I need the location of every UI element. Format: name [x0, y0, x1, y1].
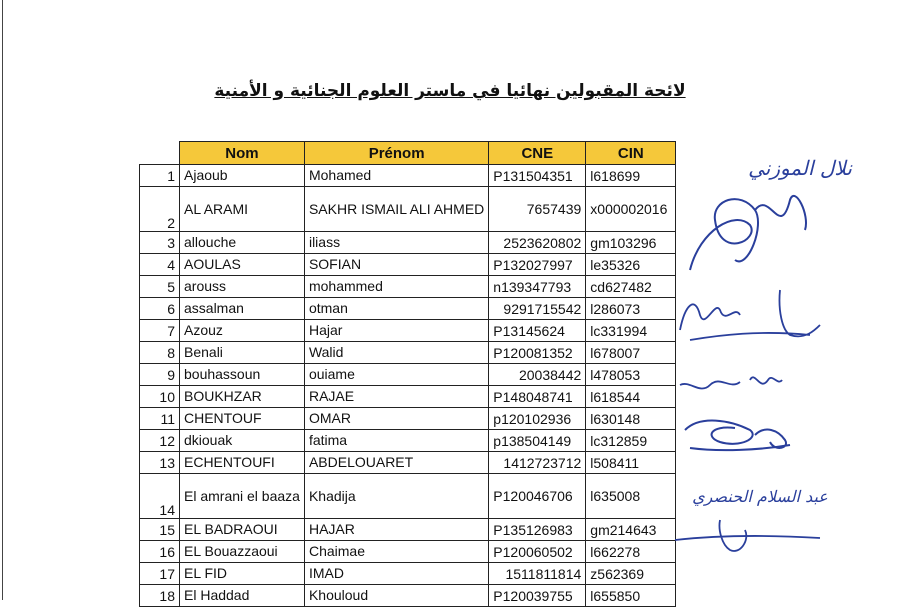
cell-nom: CHENTOUF: [180, 408, 305, 430]
cell-cin: l618544: [586, 386, 676, 408]
cell-cne: P120046706: [489, 474, 586, 519]
row-number: 10: [140, 386, 180, 408]
row-number: 2: [140, 187, 180, 232]
cell-nom: EL Bouazzaoui: [180, 541, 305, 563]
cell-cne: P131504351: [489, 165, 586, 187]
cell-cin: l630148: [586, 408, 676, 430]
cell-nom: EL BADRAOUI: [180, 519, 305, 541]
cell-nom: El amrani el baaza: [180, 474, 305, 519]
header-cne: CNE: [489, 142, 586, 165]
cell-nom: dkiouak: [180, 430, 305, 452]
row-number: 12: [140, 430, 180, 452]
cell-prenom: ouiame: [304, 364, 488, 386]
signature-scribble-5: [675, 520, 820, 551]
cell-cin: l662278: [586, 541, 676, 563]
admitted-students-table: [139, 141, 676, 607]
cell-cin: l635008: [586, 474, 676, 519]
cell-cne: P120039755: [489, 585, 586, 607]
cell-cne: 7657439: [489, 187, 586, 232]
signature-name-2: عبد السلام الحنصري: [692, 487, 828, 506]
header-index: [140, 142, 180, 165]
cell-cne: 2523620802: [489, 232, 586, 254]
cell-cin: l508411: [586, 452, 676, 474]
cell-cin: l655850: [586, 585, 676, 607]
cell-nom: El Haddad: [180, 585, 305, 607]
row-number: 14: [140, 474, 180, 519]
row-number: 8: [140, 342, 180, 364]
row-number: 4: [140, 254, 180, 276]
signature-scribble-3: [680, 377, 782, 388]
table-row: [140, 276, 676, 298]
cell-cin: l618699: [586, 165, 676, 187]
cell-prenom: mohammed: [304, 276, 488, 298]
row-number: 11: [140, 408, 180, 430]
row-number: 7: [140, 320, 180, 342]
table-row: [140, 563, 676, 585]
cell-cne: P148048741: [489, 386, 586, 408]
row-number: 17: [140, 563, 180, 585]
cell-prenom: SAKHR ISMAIL ALI AHMED: [304, 187, 488, 232]
cell-nom: AL ARAMI: [180, 187, 305, 232]
cell-cne: P120060502: [489, 541, 586, 563]
row-number: 6: [140, 298, 180, 320]
cell-prenom: Chaimae: [304, 541, 488, 563]
signature-scribble-4: [685, 421, 790, 451]
signatures-svg: [660, 130, 900, 600]
cell-prenom: Hajar: [304, 320, 488, 342]
table-header-row: [140, 142, 676, 165]
cell-cne: p138504149: [489, 430, 586, 452]
header-nom: Nom: [180, 142, 305, 165]
cell-prenom: Khouloud: [304, 585, 488, 607]
signature-name-1: نلال الموزني: [748, 156, 852, 180]
table-row: [140, 232, 676, 254]
table-row: [140, 165, 676, 187]
cell-cne: P120081352: [489, 342, 586, 364]
cell-cin: l286073: [586, 298, 676, 320]
cell-cne: 1511811814: [489, 563, 586, 585]
cell-cne: n139347793: [489, 276, 586, 298]
cell-nom: Benali: [180, 342, 305, 364]
signature-scribble-1: [690, 196, 806, 270]
cell-nom: assalman: [180, 298, 305, 320]
table-row: [140, 452, 676, 474]
row-number: 3: [140, 232, 180, 254]
table-row: [140, 298, 676, 320]
cell-cin: le35326: [586, 254, 676, 276]
cell-prenom: Walid: [304, 342, 488, 364]
table-row: [140, 541, 676, 563]
table-row: [140, 254, 676, 276]
cell-prenom: Mohamed: [304, 165, 488, 187]
table-row: [140, 386, 676, 408]
cell-cne: 1412723712: [489, 452, 586, 474]
header-prenom: Prénom: [304, 142, 488, 165]
cell-nom: AOULAS: [180, 254, 305, 276]
cell-cne: P135126983: [489, 519, 586, 541]
signatures-area: [660, 130, 900, 600]
table-row: [140, 585, 676, 607]
cell-nom: Ajaoub: [180, 165, 305, 187]
row-number: 15: [140, 519, 180, 541]
cell-cne: P132027997: [489, 254, 586, 276]
cell-prenom: SOFIAN: [304, 254, 488, 276]
cell-prenom: HAJAR: [304, 519, 488, 541]
cell-cin: lc312859: [586, 430, 676, 452]
cell-cin: l478053: [586, 364, 676, 386]
cell-cin: lc331994: [586, 320, 676, 342]
document-title: لائحة المقبولين نهائيا في ماستر العلوم الجنائية و الأمنية: [214, 81, 686, 101]
cell-cin: gm103296: [586, 232, 676, 254]
cell-cin: x000002016: [586, 187, 676, 232]
cell-cin: z562369: [586, 563, 676, 585]
cell-prenom: IMAD: [304, 563, 488, 585]
cell-prenom: otman: [304, 298, 488, 320]
table-row: [140, 519, 676, 541]
cell-cne: P13145624: [489, 320, 586, 342]
page-edge-line: [2, 0, 3, 600]
row-number: 13: [140, 452, 180, 474]
table-row: [140, 364, 676, 386]
row-number: 18: [140, 585, 180, 607]
cell-nom: ECHENTOUFI: [180, 452, 305, 474]
row-number: 9: [140, 364, 180, 386]
table-row: [140, 474, 676, 519]
cell-cne: p120102936: [489, 408, 586, 430]
cell-cin: gm214643: [586, 519, 676, 541]
table-row: [140, 342, 676, 364]
row-number: 1: [140, 165, 180, 187]
signature-scribble-2: [680, 290, 820, 340]
cell-cin: cd627482: [586, 276, 676, 298]
table-row: [140, 320, 676, 342]
row-number: 5: [140, 276, 180, 298]
row-number: 16: [140, 541, 180, 563]
cell-cne: 20038442: [489, 364, 586, 386]
cell-nom: arouss: [180, 276, 305, 298]
cell-nom: bouhassoun: [180, 364, 305, 386]
cell-nom: EL FID: [180, 563, 305, 585]
cell-prenom: iliass: [304, 232, 488, 254]
cell-cin: l678007: [586, 342, 676, 364]
table-row: [140, 408, 676, 430]
cell-cne: 9291715542: [489, 298, 586, 320]
table-row: [140, 187, 676, 232]
cell-prenom: OMAR: [304, 408, 488, 430]
cell-prenom: RAJAE: [304, 386, 488, 408]
cell-nom: Azouz: [180, 320, 305, 342]
cell-prenom: ABDELOUARET: [304, 452, 488, 474]
header-cin: CIN: [586, 142, 676, 165]
cell-prenom: Khadija: [304, 474, 488, 519]
table-row: [140, 430, 676, 452]
cell-nom: BOUKHZAR: [180, 386, 305, 408]
cell-nom: allouche: [180, 232, 305, 254]
cell-prenom: fatima: [304, 430, 488, 452]
